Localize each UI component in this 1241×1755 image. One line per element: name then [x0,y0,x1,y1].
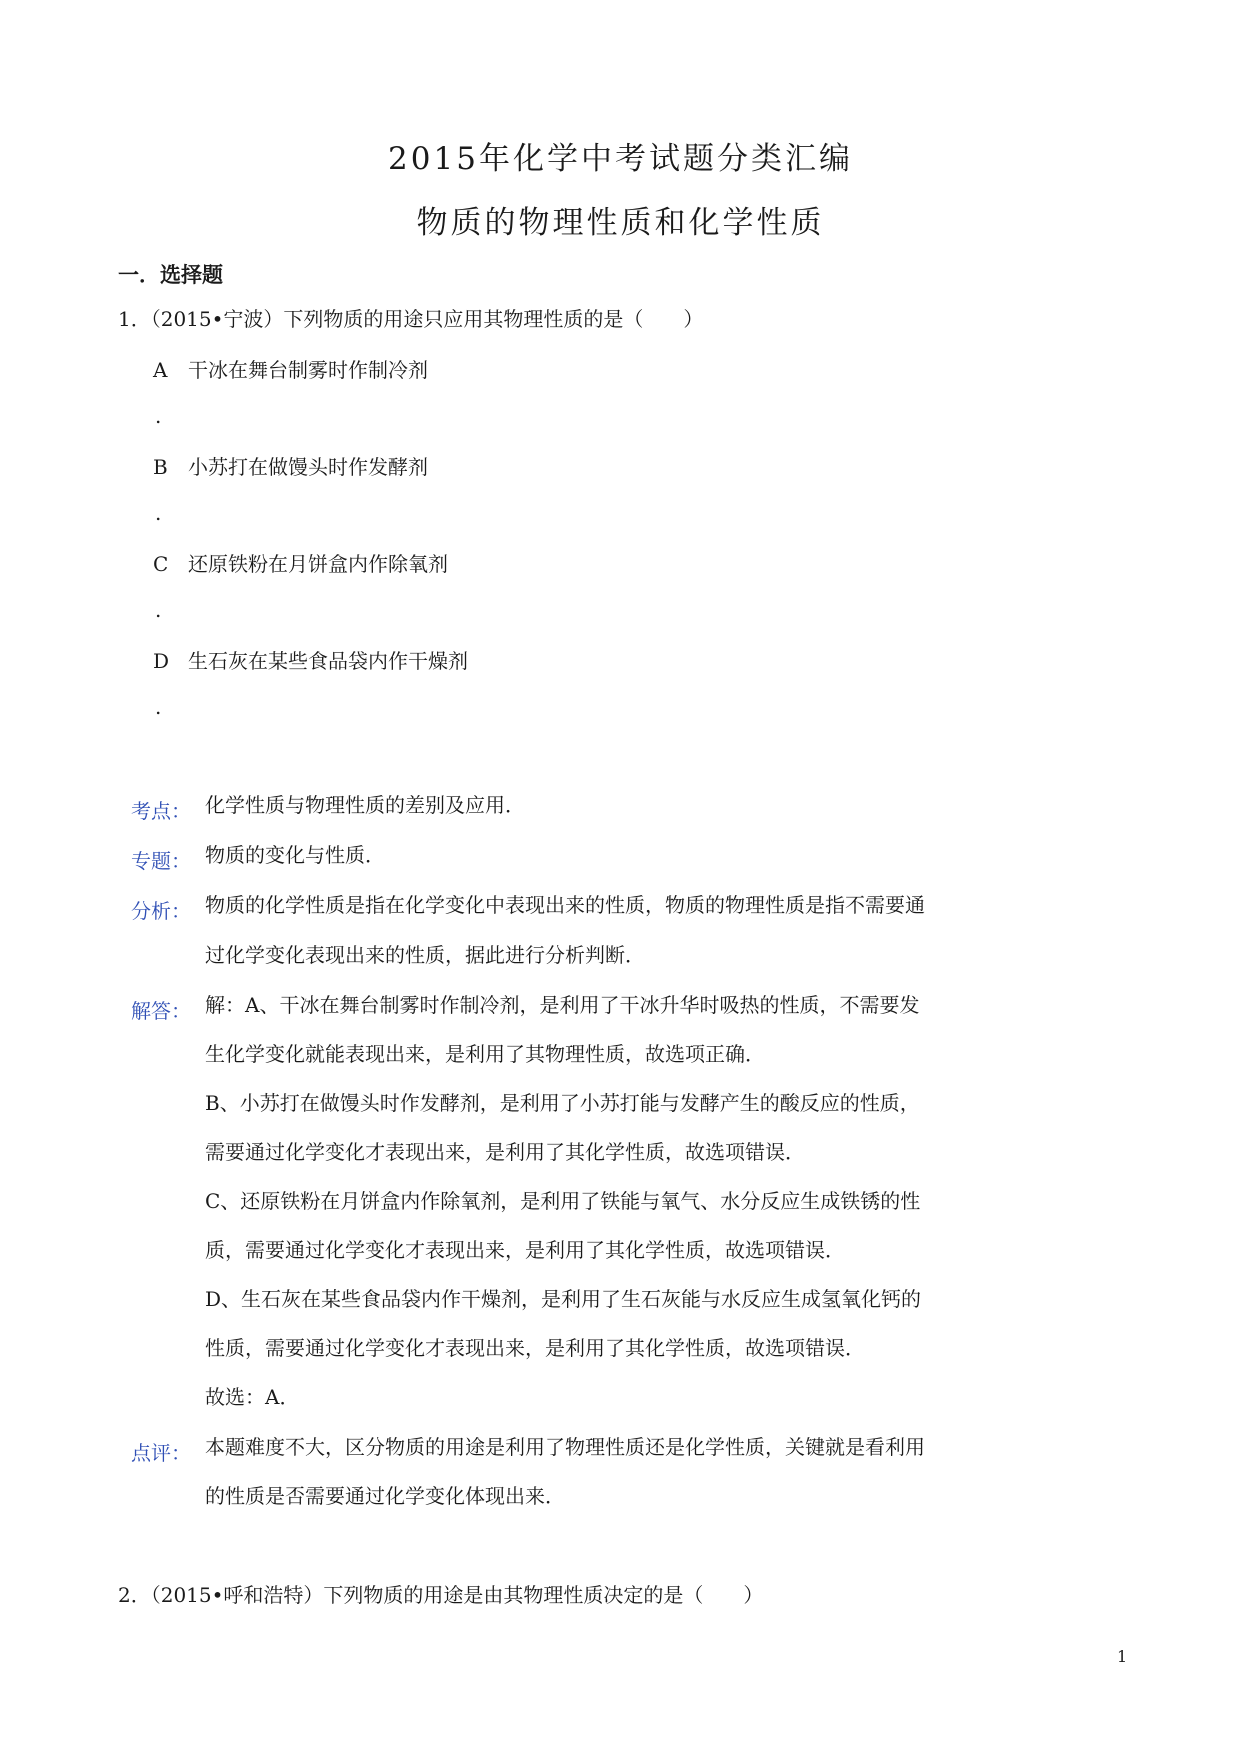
jieda-label: 解答： [131,999,191,1023]
section-heading: 一．选择题 [118,263,223,287]
option-d-letter: D [153,649,170,673]
jieda-line-9: 故选：A． [205,1385,300,1409]
option-c-text: 还原铁粉在月饼盒内作除氧剂 [188,552,448,576]
dianping-line-2: 的性质是否需要通过化学变化体现出来． [205,1484,565,1508]
option-d-dot: . [155,695,162,719]
dianping-label: 点评： [131,1441,191,1465]
option-c-dot: . [155,598,162,622]
fenxi-line-2: 过化学变化表现出来的性质，据此进行分析判断． [205,943,645,967]
kaodian-label: 考点： [131,799,191,823]
option-b-letter: B [153,455,168,479]
page-number: 1 [1117,1647,1128,1666]
kaodian-text: 化学性质与物理性质的差别及应用． [205,793,525,817]
jieda-line-3: B、小苏打在做馒头时作发酵剂，是利用了小苏打能与发酵产生的酸反应的性质， [205,1091,920,1115]
fenxi-label: 分析： [131,899,191,923]
question-2-stem: 2．（2015•呼和浩特）下列物质的用途是由其物理性质决定的是（ ） [118,1583,764,1607]
option-b-dot: . [155,501,162,525]
option-a-letter: A [153,358,168,382]
jieda-line-8: 性质，需要通过化学变化才表现出来，是利用了其化学性质，故选项错误． [205,1336,865,1360]
option-b-text: 小苏打在做馒头时作发酵剂 [188,455,428,479]
jieda-line-4: 需要通过化学变化才表现出来，是利用了其化学性质，故选项错误． [205,1140,805,1164]
option-a-text: 干冰在舞台制雾时作制冷剂 [188,358,428,382]
option-a-dot: . [155,404,162,428]
jieda-line-2: 生化学变化就能表现出来，是利用了其物理性质，故选项正确． [205,1042,765,1066]
option-c-letter: C [153,552,169,576]
jieda-line-6: 质，需要通过化学变化才表现出来，是利用了其化学性质，故选项错误． [205,1238,845,1262]
jieda-line-1: 解：A、干冰在舞台制雾时作制冷剂，是利用了干冰升华时吸热的性质，不需要发 [205,993,920,1017]
jieda-line-7: D、生石灰在某些食品袋内作干燥剂，是利用了生石灰能与水反应生成氢氧化钙的 [205,1287,922,1311]
doc-subtitle: 物质的物理性质和化学性质 [416,205,825,241]
jieda-line-5: C、还原铁粉在月饼盒内作除氧剂，是利用了铁能与氧气、水分反应生成铁锈的性 [205,1189,921,1213]
question-1-stem: 1．（2015•宁波）下列物质的用途只应用其物理性质的是（ ） [118,307,704,331]
doc-title: 2015年化学中考试题分类汇编 [388,141,853,177]
dianping-line-1: 本题难度不大，区分物质的用途是利用了物理性质还是化学性质，关键就是看利用 [205,1435,925,1459]
zhuanti-label: 专题： [131,849,191,873]
zhuanti-text: 物质的变化与性质． [205,843,385,867]
fenxi-line-1: 物质的化学性质是指在化学变化中表现出来的性质，物质的物理性质是指不需要通 [205,893,925,917]
option-d-text: 生石灰在某些食品袋内作干燥剂 [188,649,468,673]
